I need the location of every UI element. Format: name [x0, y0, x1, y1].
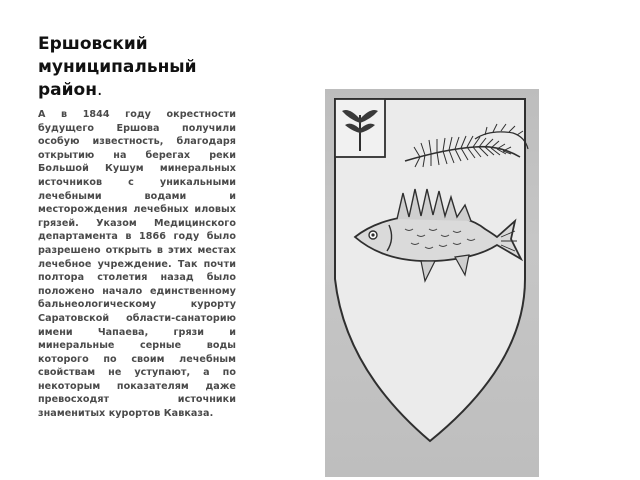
coat-of-arms-photo: [325, 89, 539, 477]
title-text: Ершовский муниципальный район: [38, 34, 197, 100]
title-period: .: [96, 80, 103, 100]
wheat-sprout-emblem: [335, 99, 385, 157]
coat-of-arms-image: [325, 89, 539, 477]
body-paragraph: А в 1844 году окрестности будущего Ершова получили особую известность, благодаря открытию на берегах реки Большой Кушум минеральных источников с уникальными лечебными водами и месторождения лечебных иловых грязей. Указом Медицинского департамента в 1866 году было разрешено открыть в этих местах лечебное учреждение. Так почти полтора столетия назад было положено начало единственному бальнеологическому курорту Саратовской области-санаторию имени Чапаева, грязи и минеральные серные воды которого по своим лечебным свойствам не уступают, а по некоторым показателям даже превосходят источники знаменитых курортов Кавказа.: [38, 109, 236, 420]
page-title: [38, 33, 248, 102]
